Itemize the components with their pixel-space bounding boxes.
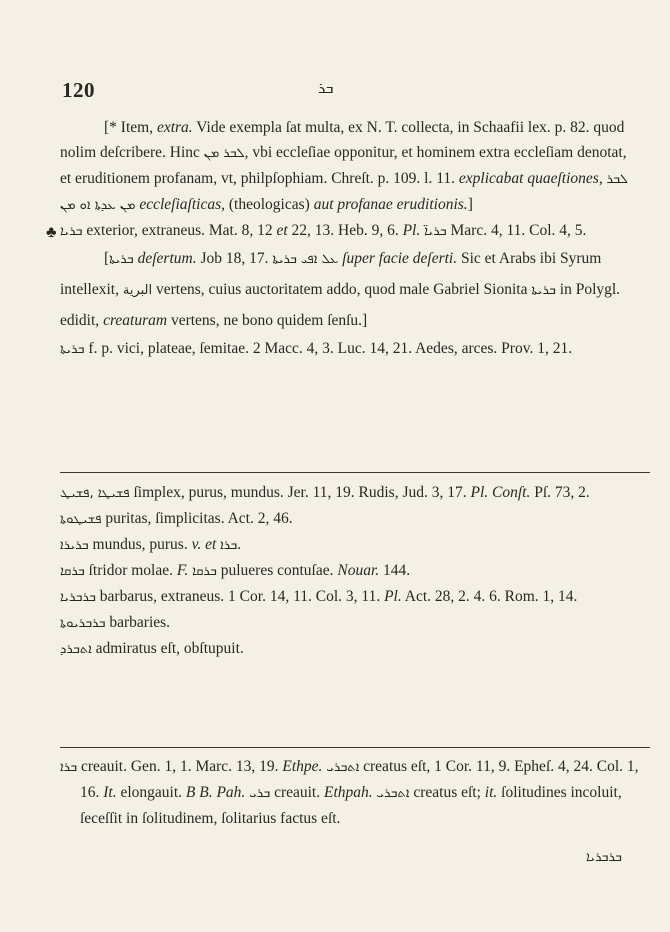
entry-puritas: ܦܫܝܛܘܬܐ puritas, ſimplicitas. Act. 2, 46. [60,510,293,527]
entry-mundus: ܒܪܝܪܐ mundus, purus. v. et ܒܪܐ. [60,536,242,553]
entry-item-extra: [* Item, extra. Vide exempla ſat multa, ex N. T. collecta, in Schaafii lex. p. 82. quod nolim deſcribere. Hinc ܡܢ ܠܒܪ, vbi eccleſiae opponitur, et hominem extra eccleſiam denotat, et eruditionem profanam, vt, philpſophiam. Chreſt. p. 109. l. 11. explicabat quaeſtiones, ܠܒܪ ܡܢ ܐܘ ܡܢ ܥܕܬܐ eccleſiaſticas, (theologicas) aut profanae eruditionis.] [60,119,628,213]
margin-mark: ♣ [46,224,57,241]
entry-block-3 [60,754,640,831]
entry-simplex: ܦܫܝܛܐ ,ܦܫܝܛ ſimplex, purus, mundus. Jer. 11, 19. Rudis, Jud. 3, 17. Pl. Conſt. Pſ. 73, 2. [60,484,590,501]
entry-vici: ܒܪܝܬܐ f. p. vici, plateae, ſemitae. 2 Macc. 4, 3. Luc. 14, 21. Aedes, arces. Prov. 1, 21. [60,340,573,357]
entry-barrayo: ܒܪܝܐ exterior, extraneus. Mat. 8, 12 et 22, 13. Heb. 9, 6. Pl. ܒܪܝܐ̈ Marc. 4, 11. Col. 4, 5. [60,222,587,239]
entry-stridor: ܒܪܩܐ ſtridor molae. F. ܒܪܩܐ pulueres contuſae. Nouar. 144. [60,562,411,579]
entry-admiratus: ܐܬܒܪܕ admiratus eſt, obſtupuit. [60,640,244,657]
entry-block-1 [60,115,640,362]
entry-desertum: [ܒܪܝܬܐ deſertum. Job 18, 17. ܥܠ ܐܦܝ ܒܪܝܬܐ ſuper facie deſerti. Sic et Arabs ibi Syrum intellexit, البرية vertens, cuius auctoritatem addo, quod male Gabriel Sionita ܒܪܝܬܐ in Polygl. edidit, creaturam vertens, ne bono quidem ſenſu.] [60,250,621,329]
section-rule-2 [60,747,650,748]
entry-block-2 [60,480,640,662]
catchword: ܒܪܒܪܝܐ [586,850,622,865]
page-number: 120 [62,78,95,102]
entry-barbaries: ܒܪܒܪܝܘܬܐ barbaries. [60,614,171,631]
entry-creauit: ܒܪܐ creauit. Gen. 1, 1. Marc. 13, 19. Ethpe. ܐܬܒܪܝ creatus eſt, 1 Cor. 11, 9. Epheſ. 4, 24. Col. 1, 16. It. elongauit. B B. Pah. ܒܪܝ creauit. Ethpah. ܐܬܒܪܝ creatus eſt; it. ſolitudines incoluit, ſeceſſit in ſolitudinem, ſolitarius factus eſt. [60,758,639,827]
section-rule-1 [60,472,650,473]
entry-barbarus: ܒܪܒܪܝܐ barbarus, extraneus. 1 Cor. 14, 11. Col. 3, 11. Pl. Act. 28, 2. 4. 6. Rom. 1, 14. [60,588,578,605]
running-head: ܒܪ [318,81,334,97]
